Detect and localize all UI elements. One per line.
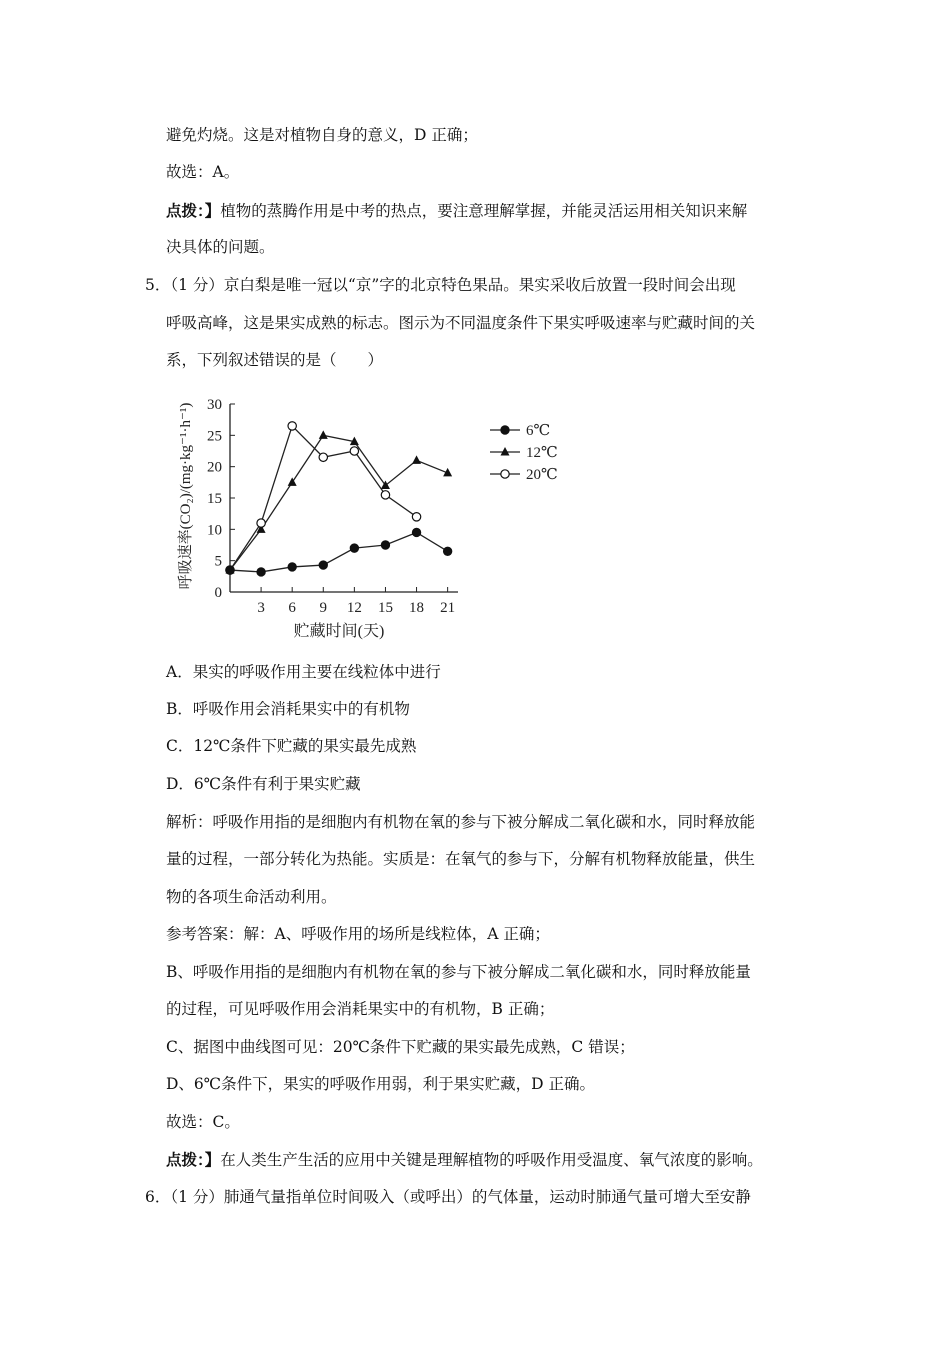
answer-line3: 的过程，可见呼吸作用会消耗果实中的有机物，B 正确； xyxy=(166,1000,555,1018)
x-tick-label: 6 xyxy=(288,600,296,616)
data-point xyxy=(288,563,296,571)
prev-tip-line2: 决具体的问题。 xyxy=(166,238,275,256)
chart-axes xyxy=(230,404,458,592)
question5-stem-line3: 系，下列叙述错误的是（ ） xyxy=(166,351,384,369)
x-axis-label: 贮藏时间(天) xyxy=(293,623,385,640)
x-tick-label: 18 xyxy=(409,600,425,616)
y-tick-label: 5 xyxy=(214,553,222,570)
question-stem: （1 分）肺通气量指单位时间吸入（或呼出）的气体量，运动时肺通气量可增大至安静 xyxy=(170,1188,751,1206)
data-point xyxy=(257,519,265,527)
chart-series xyxy=(226,422,453,576)
question5-stem-line2: 呼吸高峰，这是果实成熟的标志。图示为不同温度条件下果实呼吸速率与贮藏时间的关 xyxy=(166,314,756,332)
tip-label: 点拨：】 xyxy=(166,201,221,220)
y-tick-label: 15 xyxy=(207,491,222,507)
option-b: B．呼吸作用会消耗果实中的有机物 xyxy=(166,700,410,718)
y-tick-label: 0 xyxy=(214,585,222,601)
answer-choice: 故选：C。 xyxy=(166,1113,240,1131)
prev-explanation-end: 避免灼烧。这是对植物自身的意义，D 正确； xyxy=(166,126,478,144)
analysis-line3: 物的各项生命活动利用。 xyxy=(166,888,337,906)
data-point xyxy=(319,430,328,439)
data-point xyxy=(350,544,358,552)
data-point xyxy=(381,541,389,549)
data-point xyxy=(412,528,420,536)
data-point xyxy=(412,513,420,521)
analysis-line1: 解析：呼吸作用指的是细胞内有机物在氧的参与下被分解成二氧化碳和水，同时释放能 xyxy=(166,813,756,831)
question-number: 5． xyxy=(145,276,171,294)
data-point xyxy=(350,447,358,455)
x-tick-label: 12 xyxy=(346,600,362,616)
answer-line1: 参考答案：解：A、呼吸作用的场所是线粒体，A 正确； xyxy=(166,925,550,943)
chart-legend xyxy=(490,423,558,483)
legend-label: 20℃ xyxy=(526,467,558,483)
y-tick-label: 25 xyxy=(207,428,222,445)
y-axis-label: 呼吸速率(CO₂)/(mg·kg⁻¹·h⁻¹) xyxy=(178,402,194,590)
tip-line xyxy=(166,1148,763,1172)
prev-tip-line1 xyxy=(166,199,747,223)
data-point xyxy=(319,453,327,461)
data-point xyxy=(288,422,296,430)
answer-line4: C、据图中曲线图可见：20℃条件下贮藏的果实最先成熟，C 错误； xyxy=(166,1038,635,1056)
question-stem: （1 分）京白梨是唯一冠以“京”字的北京特色果品。果实采收后放置一段时间会出现 xyxy=(170,276,736,294)
question5-stem-line1 xyxy=(145,273,736,297)
data-point xyxy=(412,455,421,464)
question6-stem-line1 xyxy=(145,1185,751,1209)
option-a: A．果实的呼吸作用主要在线粒体中进行 xyxy=(166,663,441,681)
legend-marker xyxy=(501,426,509,434)
data-point xyxy=(443,547,451,555)
prev-answer-choice: 故选：A。 xyxy=(166,163,240,181)
legend-label: 12℃ xyxy=(526,445,558,461)
data-point xyxy=(226,566,234,574)
legend-label: 6℃ xyxy=(526,423,551,439)
analysis-line2: 量的过程，一部分转化为热能。实质是：在氧气的参与下，分解有机物释放能量，供生 xyxy=(166,850,756,868)
tip-label: 点拨：】 xyxy=(166,1150,221,1169)
x-tick-label: 15 xyxy=(377,600,393,616)
tip-text: 在人类生产生活的应用中关键是理解植物的呼吸作用受温度、氧气浓度的影响。 xyxy=(220,1151,763,1169)
respiration-rate-chart xyxy=(168,388,588,648)
x-tick-label: 9 xyxy=(319,600,328,616)
tip-text: 植物的蒸腾作用是中考的热点，要注意理解掌握，并能灵活运用相关知识来解 xyxy=(220,202,748,220)
option-d: D．6℃条件有利于果实贮藏 xyxy=(166,775,361,793)
y-tick-label: 20 xyxy=(207,459,222,476)
x-tick-label: 21 xyxy=(440,600,456,616)
series-line xyxy=(230,435,448,570)
series-line xyxy=(230,532,448,571)
answer-line5: D、6℃条件下，果实的呼吸作用弱，利于果实贮藏，D 正确。 xyxy=(166,1075,595,1093)
option-c: C．12℃条件下贮藏的果实最先成熟 xyxy=(166,737,417,755)
data-point xyxy=(381,491,389,499)
legend-marker xyxy=(501,447,510,456)
x-tick-label: 3 xyxy=(257,600,265,616)
chart-ticks xyxy=(207,397,455,616)
answer-line2: B、呼吸作用指的是细胞内有机物在氧的参与下被分解成二氧化碳和水，同时释放能量 xyxy=(166,963,751,981)
data-point xyxy=(257,568,265,576)
y-tick-label: 10 xyxy=(207,522,222,539)
question-number: 6． xyxy=(145,1188,171,1206)
data-point xyxy=(319,561,327,569)
y-tick-label: 30 xyxy=(207,397,222,413)
legend-marker xyxy=(501,470,509,478)
